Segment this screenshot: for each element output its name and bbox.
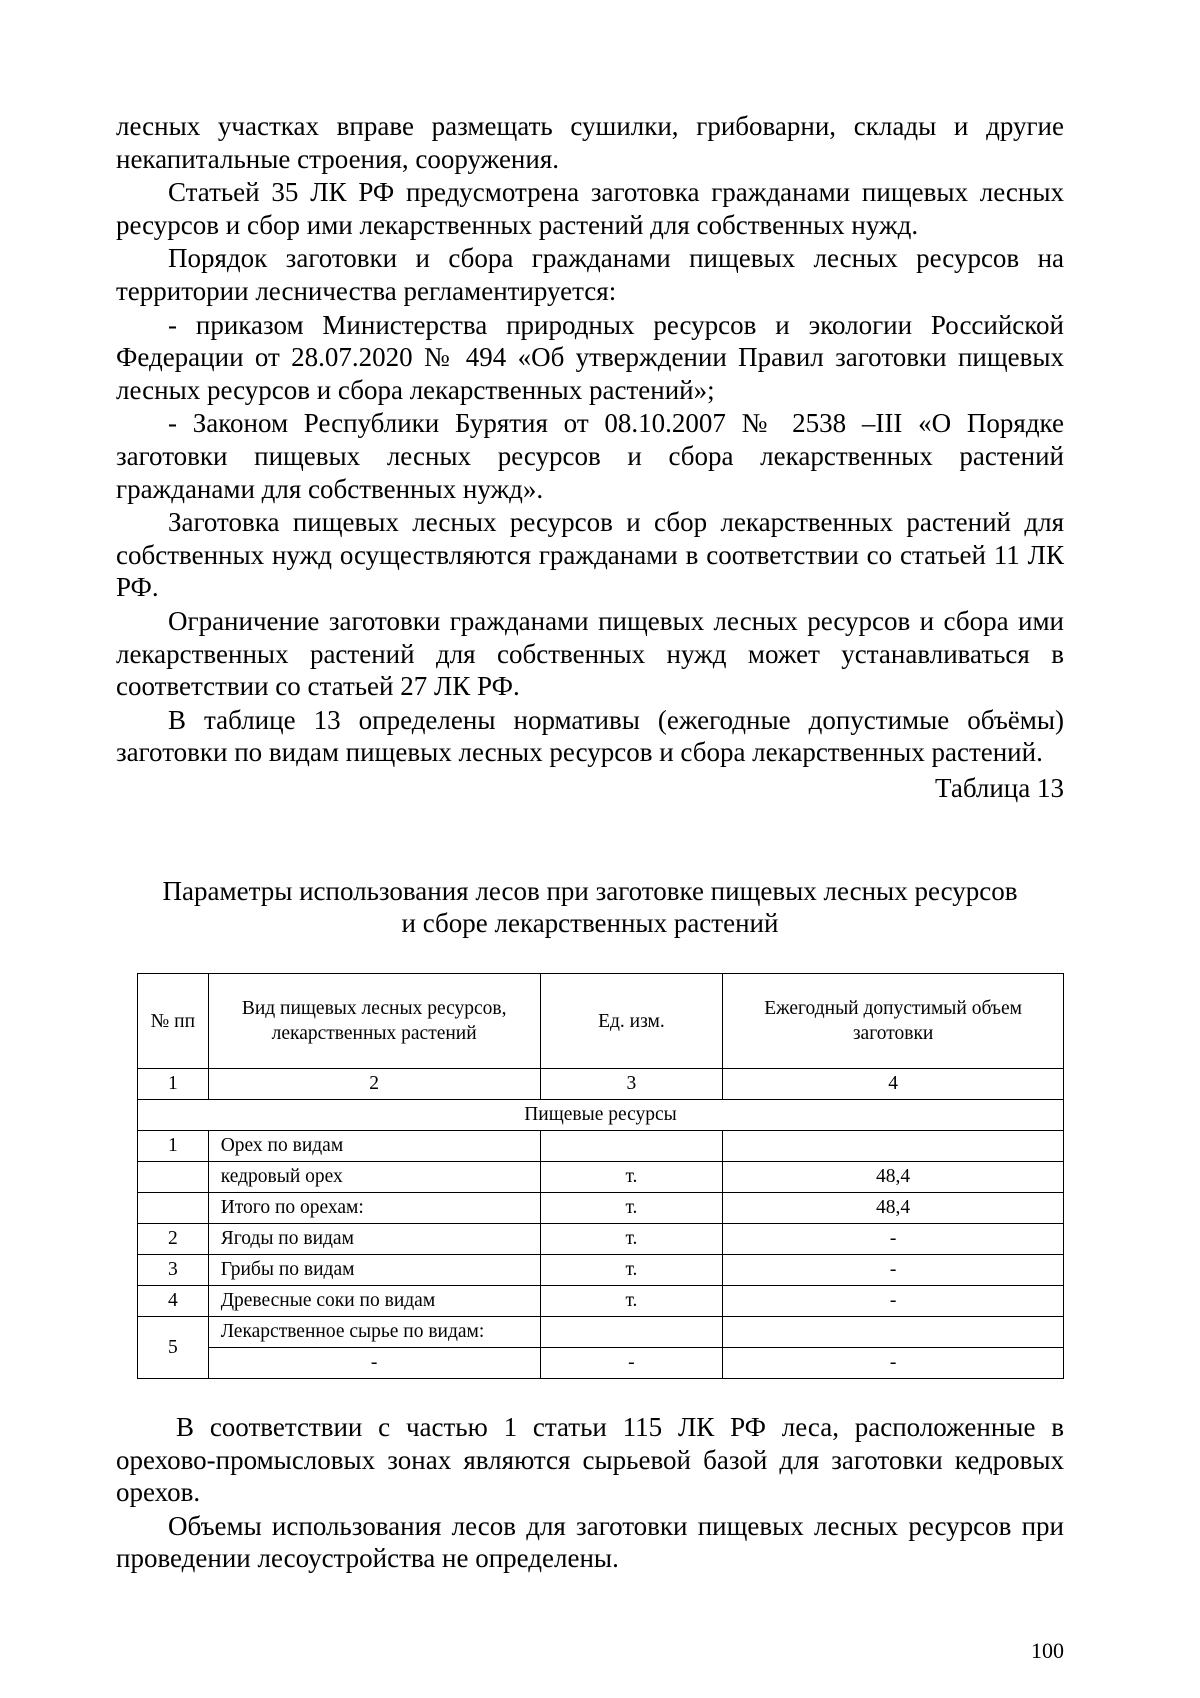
section-title: Пищевые ресурсы (138, 1100, 1064, 1131)
paragraph: - Законом Республики Бурятия от 08.10.2007 № 2538 –III «О Порядке заготовки пищевых лесных ресурсов и сбора лекарственных растений гражданами для собственных нужд». (116, 408, 1064, 504)
resource-name: Орех по видам (208, 1131, 540, 1162)
unit: т. (540, 1193, 723, 1224)
volume (723, 1317, 1064, 1348)
header-cell: Ед. изм. (540, 974, 723, 1069)
row-number: 3 (138, 1255, 209, 1286)
row-number: 1 (138, 1131, 209, 1162)
unit: т. (540, 1162, 723, 1193)
table-title (116, 875, 1064, 939)
section-row (138, 1100, 1064, 1131)
table-label: Таблица 13 (935, 772, 1064, 803)
unit (540, 1131, 723, 1162)
column-number: 4 (723, 1069, 1064, 1100)
paragraph: Объемы использования лесов для заготовки пищевых лесных ресурсов при проведении лесоустройства не определены. (116, 1510, 1064, 1574)
unit: т. (540, 1255, 723, 1286)
unit: т. (540, 1224, 723, 1255)
unit (540, 1317, 723, 1348)
table-row (138, 1162, 1064, 1193)
volume: 48,4 (723, 1162, 1064, 1193)
row-number: 2 (138, 1224, 209, 1255)
paragraph: Статьей 35 ЛК РФ предусмотрена заготовка гражданами пищевых лесных ресурсов и сбор ими лекарственных растений для собственных нужд. (116, 177, 1064, 240)
table-row (138, 1131, 1064, 1162)
table-header-row (138, 974, 1064, 1069)
volume: - (723, 1348, 1064, 1379)
paragraph: - приказом Министерства природных ресурсов и экологии Российской Федерации от 28.07.2020 № 494 «Об утверждении Правил заготовки пищевых лесных ресурсов и сбора лекарственных растений»; (116, 309, 1064, 405)
header-cell: № пп (138, 974, 209, 1069)
table-row (138, 1286, 1064, 1317)
row-number (138, 1162, 209, 1193)
resource-name: Грибы по видам (208, 1255, 540, 1286)
header-cell: Ежегодный допустимый объем заготовки (723, 974, 1064, 1069)
resources-table (137, 973, 1064, 1379)
paragraph: Порядок заготовки и сбора гражданами пищевых лесных ресурсов на территории лесничества регламентируется: (116, 243, 1064, 306)
volume (723, 1131, 1064, 1162)
volume: - (723, 1255, 1064, 1286)
volume: 48,4 (723, 1193, 1064, 1224)
resource-name: кедровый орех (208, 1162, 540, 1193)
table-row (138, 1193, 1064, 1224)
column-number-row (138, 1069, 1064, 1100)
page-number: 100 (1031, 1638, 1064, 1663)
column-number: 1 (138, 1069, 209, 1100)
table-row (138, 1224, 1064, 1255)
volume: - (723, 1224, 1064, 1255)
paragraph: В таблице 13 определены нормативы (ежегодные допустимые объёмы) заготовки по видам пищевых лесных ресурсов и сбора лекарственных растений. (116, 704, 1064, 768)
table-row (138, 1348, 1064, 1379)
table-row (138, 1255, 1064, 1286)
column-number: 2 (208, 1069, 540, 1100)
paragraph: Заготовка пищевых лесных ресурсов и сбор лекарственных растений для собственных нужд осуществляются гражданами в соответствии со статьей 11 ЛК РФ. (116, 507, 1064, 603)
paragraph: Ограничение заготовки гражданами пищевых лесных ресурсов и сбора ими лекарственных растений для собственных нужд может устанавливаться в соответствии со статьей 27 ЛК РФ. (116, 605, 1064, 702)
resource-name: Лекарственное сырье по видам: (208, 1317, 540, 1348)
header-cell: Вид пищевых лесных ресурсов, лекарственных растений (208, 974, 540, 1069)
body-text (116, 110, 1064, 804)
column-number: 3 (540, 1069, 723, 1100)
table-title-line: Параметры использования лесов при заготовке пищевых лесных ресурсов (162, 876, 1018, 906)
table-row (138, 1317, 1064, 1348)
resource-name: Итого по орехам: (208, 1193, 540, 1224)
paragraph: В соответствии с частью 1 статьи 115 ЛК РФ леса, расположенные в орехово-промысловых зонах являются сырьевой базой для заготовки кедровых орехов. (116, 1412, 1064, 1508)
resource-name: - (208, 1348, 540, 1379)
resource-name: Древесные соки по видам (208, 1286, 540, 1317)
row-number: 4 (138, 1286, 209, 1317)
row-number: 5 (138, 1317, 209, 1379)
resource-name: Ягоды по видам (208, 1224, 540, 1255)
body-text-after-table (116, 1411, 1064, 1575)
unit: т. (540, 1286, 723, 1317)
row-number (138, 1193, 209, 1224)
paragraph: лесных участках вправе размещать сушилки, грибоварни, склады и другие некапитальные строения, сооружения. (116, 111, 1064, 174)
table-title-line: и сборе лекарственных растений (401, 908, 779, 938)
volume: - (723, 1286, 1064, 1317)
unit: - (540, 1348, 723, 1379)
